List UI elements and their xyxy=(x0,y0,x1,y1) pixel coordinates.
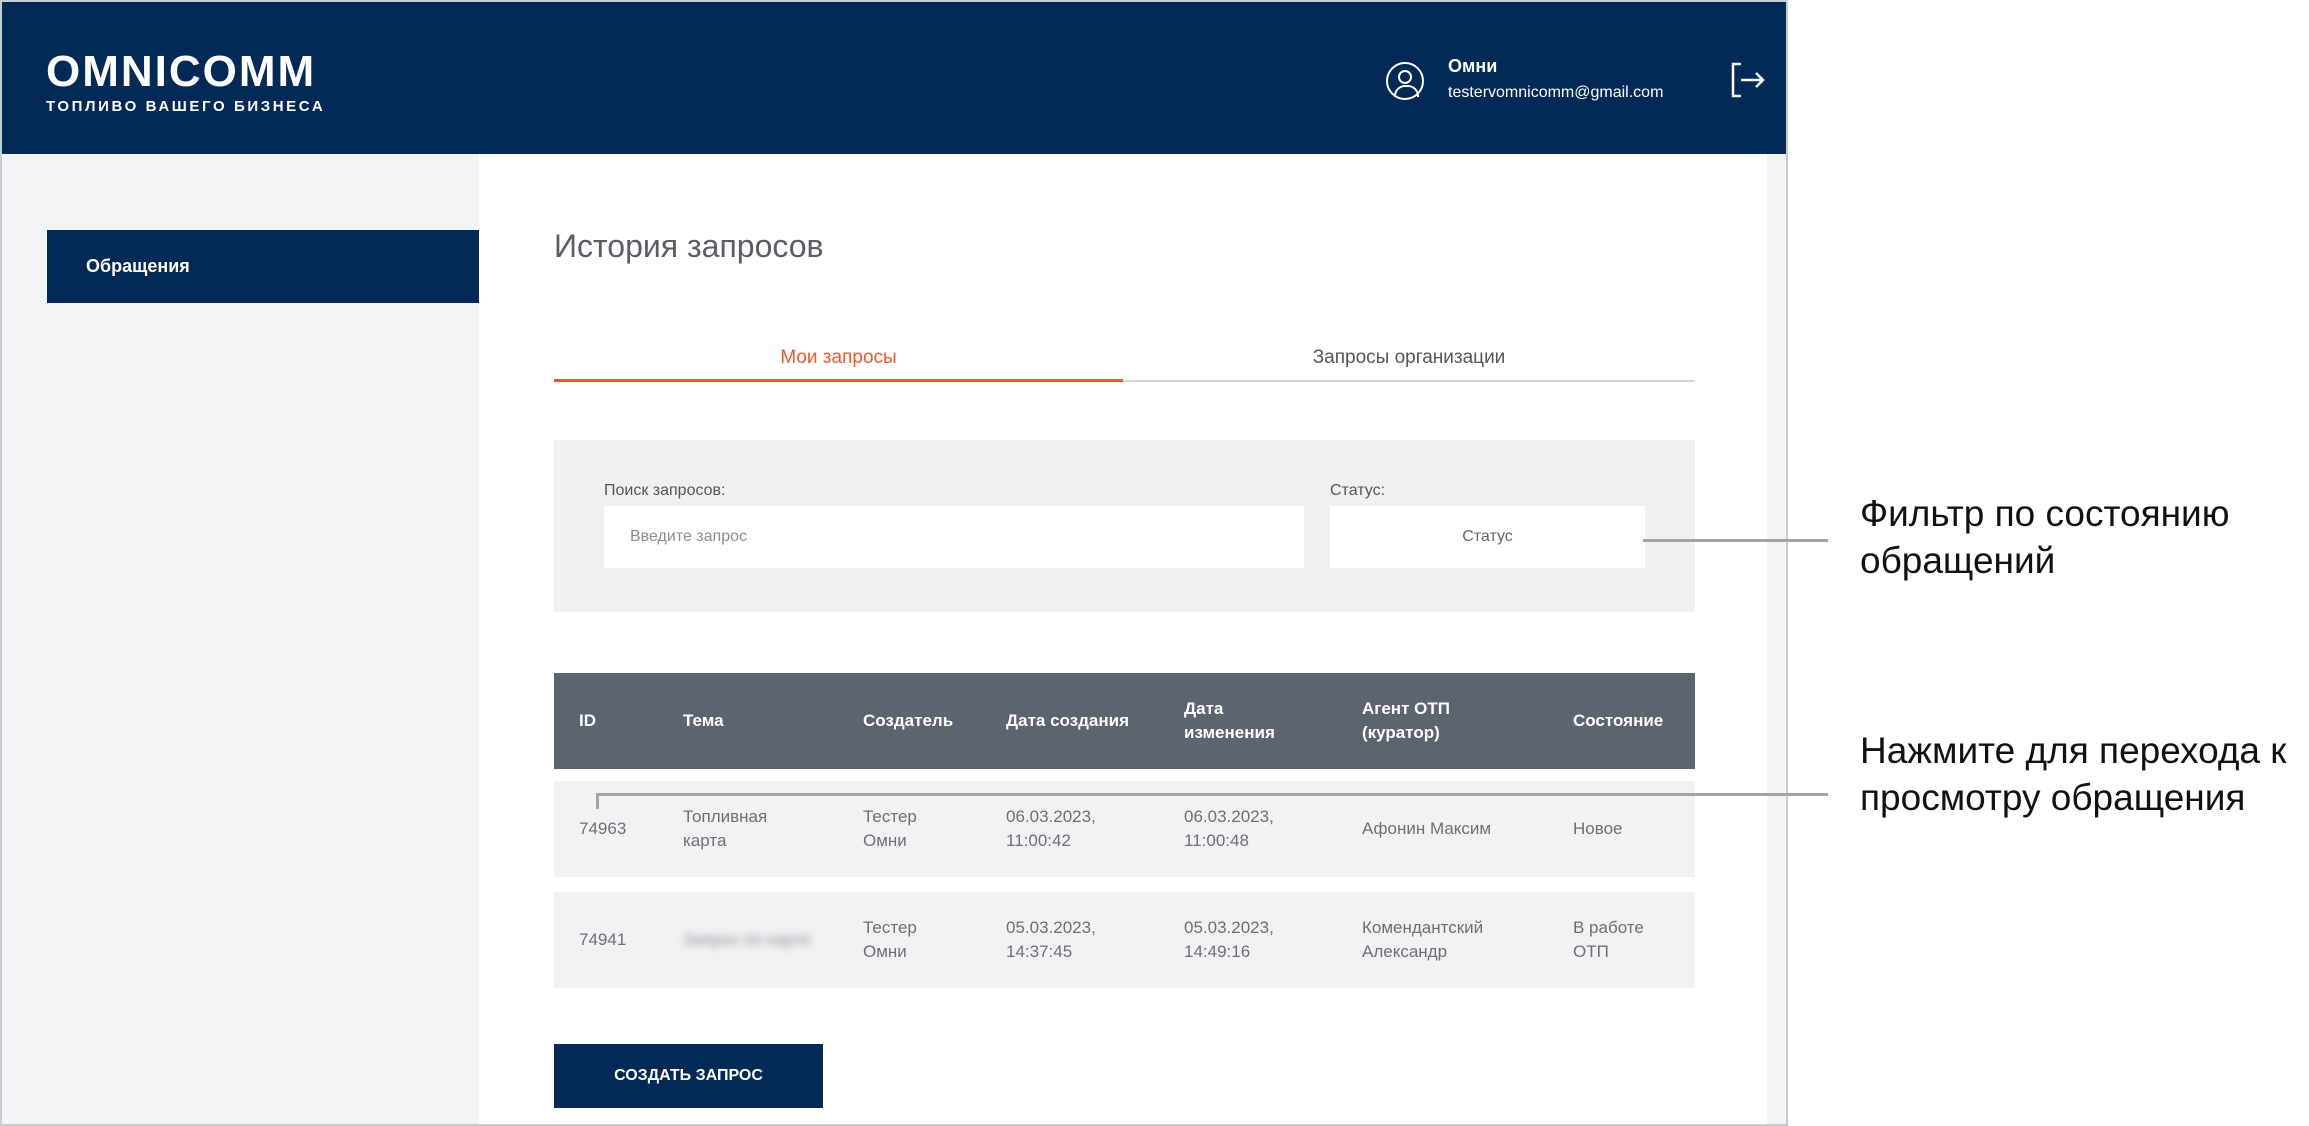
status-label: Статус: xyxy=(1330,482,1386,499)
logo-tagline: ТОПЛИВО ВАШЕГО БИЗНЕСА xyxy=(46,98,326,115)
cell-agent: Афонин Максим xyxy=(1362,819,1492,838)
filter-panel xyxy=(554,440,1695,612)
column-header-id[interactable]: ID xyxy=(579,711,596,730)
search-label: Поиск запросов: xyxy=(604,482,726,499)
cell-state: Новое xyxy=(1573,819,1623,838)
logout-icon[interactable] xyxy=(1729,60,1769,100)
user-email: testervomnicomm@gmail.com xyxy=(1448,84,1664,101)
column-header-state[interactable]: Состояние xyxy=(1573,711,1664,730)
sidebar-item-requests[interactable]: Обращения xyxy=(47,230,479,303)
cell-topic: Топливная карта xyxy=(683,807,768,850)
table-row[interactable] xyxy=(554,892,1695,988)
callout-status-filter: Фильтр по состоянию обращений xyxy=(1860,493,2230,581)
callout-line-status xyxy=(1643,539,1828,542)
cell-state: В работе ОТП xyxy=(1573,918,1644,961)
main-content xyxy=(479,154,1767,1126)
logo-name: OMNICOMM xyxy=(46,47,317,96)
callout-line-open-tick xyxy=(596,793,599,809)
column-header-creator[interactable]: Создатель xyxy=(863,711,954,730)
callout-open-request: Нажмите для перехода к просмотру обращения xyxy=(1860,730,2287,818)
cell-modified: 05.03.2023, 14:49:16 xyxy=(1184,918,1274,961)
cell-agent: Комендантский Александр xyxy=(1362,918,1484,961)
create-request-button[interactable]: СОЗДАТЬ ЗАПРОС xyxy=(554,1044,823,1108)
cell-id[interactable]: 74963 xyxy=(579,819,627,838)
search-input[interactable] xyxy=(604,506,1304,568)
table-header xyxy=(554,673,1695,769)
cell-creator: Тестер Омни xyxy=(863,807,917,850)
tab-my-requests[interactable]: Мои запросы xyxy=(554,342,1123,382)
column-header-topic[interactable]: Тема xyxy=(683,711,724,730)
tab-organization-requests[interactable]: Запросы организации xyxy=(1123,342,1695,382)
column-header-created[interactable]: Дата создания xyxy=(1006,711,1130,730)
column-header-modified[interactable]: Дата изменения xyxy=(1184,699,1275,742)
user-name: Омни xyxy=(1448,56,1498,76)
callout-line-open xyxy=(596,793,1828,796)
cell-created: 06.03.2023, 11:00:42 xyxy=(1006,807,1096,850)
column-header-agent[interactable]: Агент ОТП (куратор) xyxy=(1362,699,1450,742)
user-icon[interactable] xyxy=(1386,62,1424,100)
cell-id[interactable]: 74941 xyxy=(579,930,627,949)
scrollbar-track[interactable] xyxy=(1767,154,1788,1126)
page-title: История запросов xyxy=(554,228,824,264)
cell-topic-blurred: Запрос по карте xyxy=(683,930,811,949)
cell-created: 05.03.2023, 14:37:45 xyxy=(1006,918,1096,961)
top-bar xyxy=(2,2,1786,154)
status-select[interactable]: Статус xyxy=(1330,506,1645,568)
cell-creator: Тестер Омни xyxy=(863,918,917,961)
logo[interactable] xyxy=(46,47,326,115)
cell-modified: 06.03.2023, 11:00:48 xyxy=(1184,807,1274,850)
